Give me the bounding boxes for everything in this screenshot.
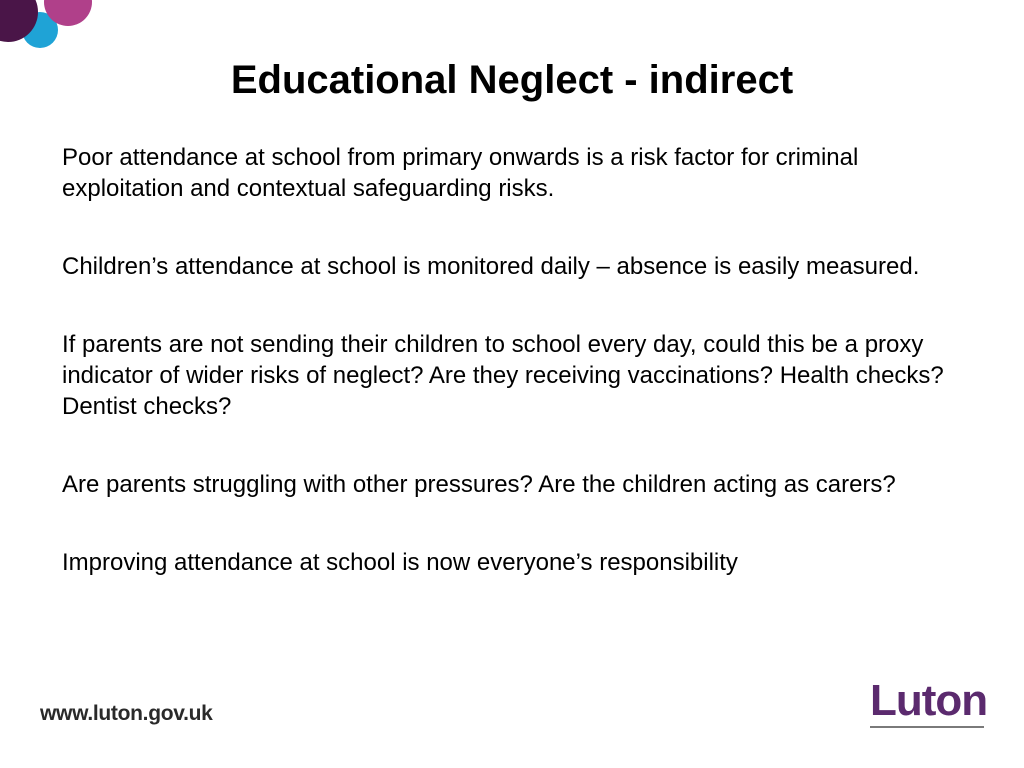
slide-title: Educational Neglect - indirect	[230, 58, 794, 102]
paragraph-responsibility: Improving attendance at school is now everyone’s responsibility	[62, 549, 738, 576]
paragraph-attendance-risk: Poor attendance at school from primary onwards is a risk factor for criminal exploitation and contextual safeguarding risks.	[62, 144, 859, 202]
luton-logo	[870, 676, 988, 732]
paragraph-monitoring: Children’s attendance at school is monitored daily – absence is easily measured.	[62, 253, 920, 280]
paragraph-parent-pressures: Are parents struggling with other pressures? Are the children acting as carers?	[62, 471, 896, 498]
logo-underline	[870, 726, 984, 728]
logo-text: Luton	[870, 676, 988, 725]
decorative-circles-icon	[0, 0, 110, 60]
slide-body	[62, 142, 982, 625]
paragraph-proxy-indicator: If parents are not sending their children to school every day, could this be a proxy indicator of wider risks of neglect? Are they receiving vaccinations? Health checks? Dentist checks?	[62, 331, 944, 420]
footer-url: www.luton.gov.uk	[40, 702, 213, 725]
